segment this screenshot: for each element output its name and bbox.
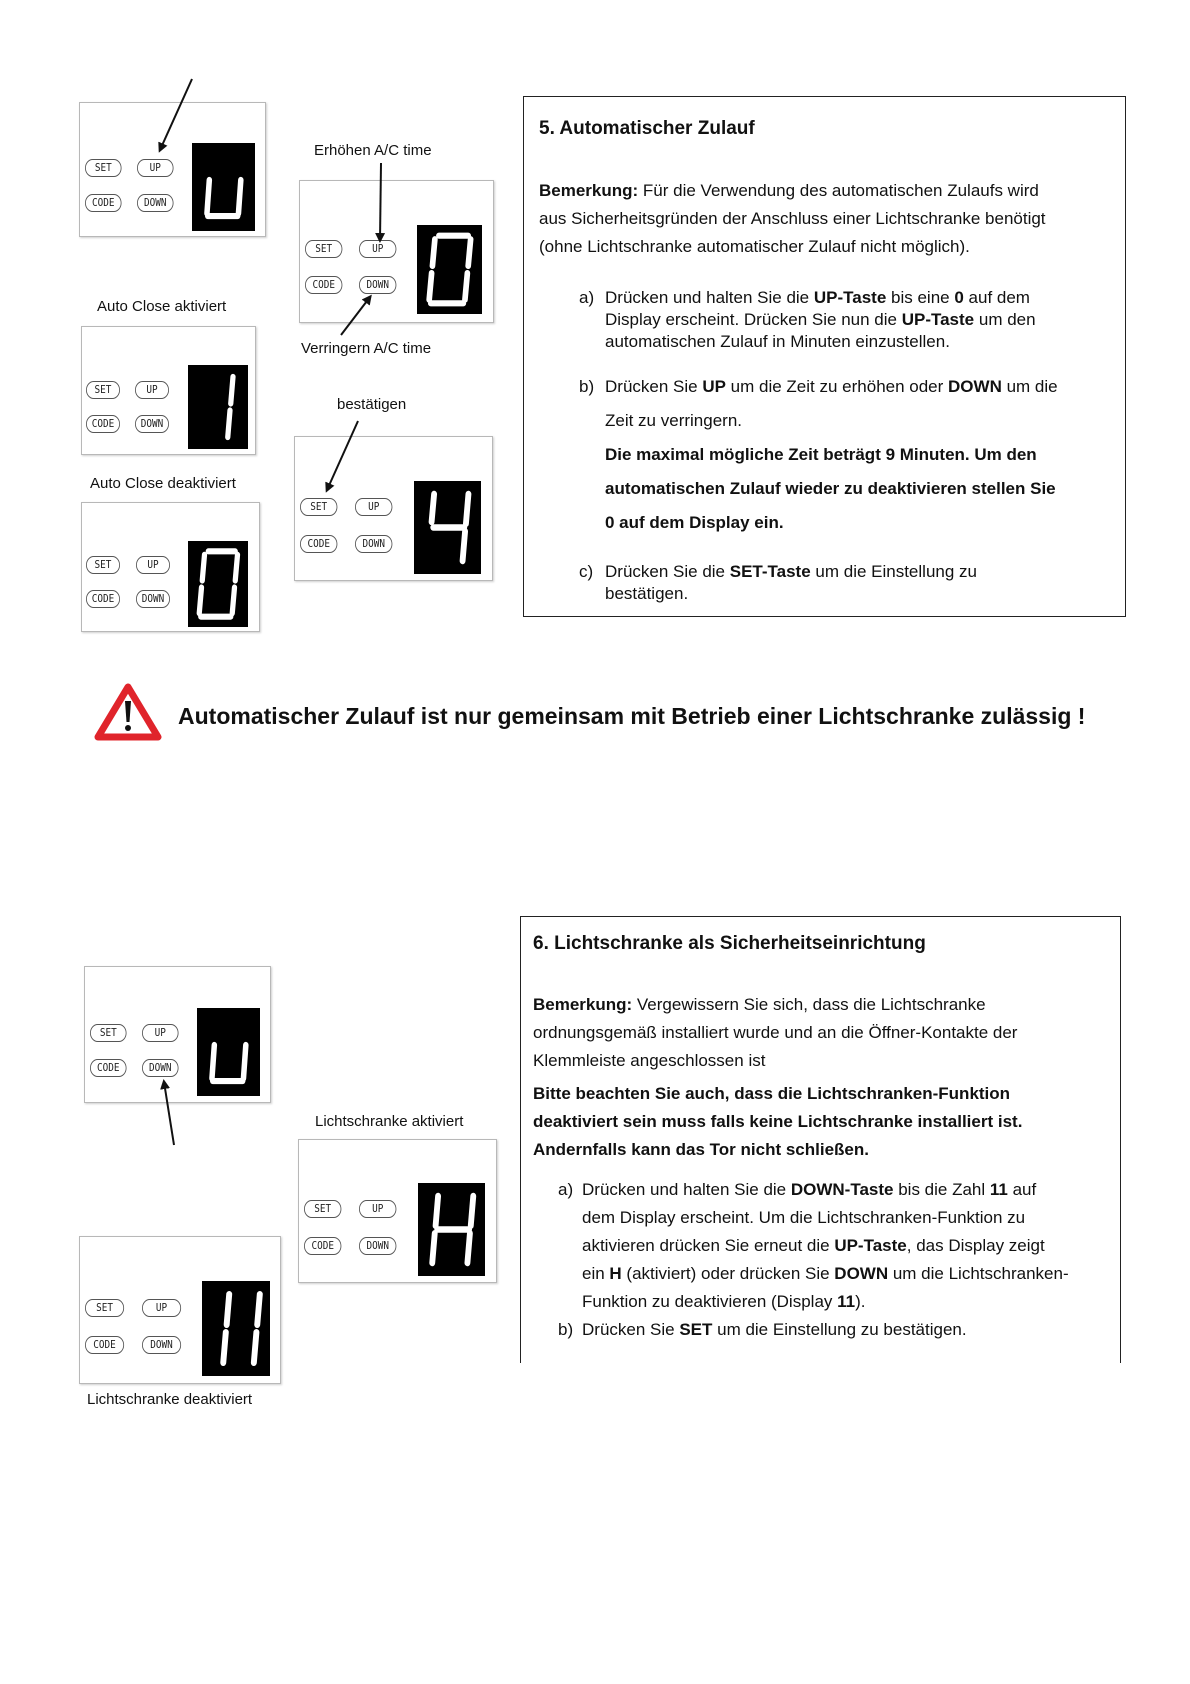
note-line-2: aus Sicherheitsgründen der Anschluss einer Lichtschranke benötigt [539, 209, 1046, 228]
section-6-title: 6. Lichtschranke als Sicherheitseinrichtung [533, 933, 926, 954]
text: automatischen Zulauf in Minuten einzustellen. [605, 332, 950, 351]
segment-display [188, 541, 248, 627]
set-key: SET [86, 556, 120, 574]
down-key-ref: DOWN [948, 377, 1002, 396]
step-b-num: b) [558, 1320, 574, 1339]
section-5-box [523, 96, 1126, 617]
warning-text: Automatischer Zulauf ist nur gemeinsam mit Betrieb einer Lichtschranke zulässig ! [178, 703, 1086, 729]
label-lichtschranke-on: Lichtschranke aktiviert [315, 1113, 464, 1130]
label-auto-close-off: Auto Close deaktiviert [90, 475, 236, 492]
text: bestätigen. [605, 584, 689, 603]
set-key: SET [86, 381, 120, 399]
control-panel-2 [81, 326, 256, 455]
label-auto-close-on: Auto Close aktiviert [97, 298, 227, 315]
text: auf [1007, 1180, 1037, 1199]
note-line-3: Klemmleiste angeschlossen ist [533, 1051, 766, 1070]
set-key: SET [85, 159, 122, 177]
note-label: Bemerkung: [533, 995, 633, 1014]
set-key: SET [300, 498, 337, 516]
down-key: DOWN [142, 1059, 179, 1077]
note-line-2: ordnungsgemäß installiert wurde und an die Öffner-Kontakte der [533, 1023, 1018, 1042]
text: Funktion zu deaktivieren (Display [582, 1292, 838, 1311]
label-bestaetigen: bestätigen [337, 396, 407, 413]
text: Drücken und halten Sie die [582, 1180, 791, 1199]
up-key-ref: UP-Taste [834, 1236, 907, 1255]
text: um den [974, 310, 1036, 329]
down-key: DOWN [142, 1336, 181, 1354]
bold-warning-3: Andernfalls kann das Tor nicht schließen. [533, 1140, 869, 1159]
control-panel-4 [299, 180, 494, 323]
section-5-title: 5. Automatischer Zulauf [539, 118, 755, 139]
text: bis die Zahl [893, 1180, 990, 1199]
up-key: UP [137, 159, 174, 177]
down-key: DOWN [135, 415, 169, 433]
note-label: Bemerkung: [539, 181, 639, 200]
code-key: CODE [86, 590, 120, 608]
step-b-num: b) [579, 377, 595, 396]
control-panel-3 [81, 502, 260, 632]
down-key: DOWN [355, 535, 392, 553]
text: , das Display zeigt [906, 1236, 1045, 1255]
note-line-3: (ohne Lichtschranke automatischer Zulauf nicht möglich). [539, 237, 970, 256]
text: um die Zeit zu erhöhen oder [725, 377, 949, 396]
text: dem Display erscheint. Um die Lichtschranken-Funktion zu [582, 1208, 1026, 1227]
section-6-note [533, 991, 986, 1019]
segment-display [202, 1281, 270, 1376]
bold-warning-1: Bitte beachten Sie auch, dass die Lichtschranken-Funktion [533, 1084, 1011, 1103]
bold-warning-2: deaktiviert sein muss falls keine Lichtschranke installiert ist. [533, 1112, 1023, 1131]
text: aktivieren drücken Sie erneut die [582, 1236, 835, 1255]
text: ). [855, 1292, 866, 1311]
text: bis eine [886, 288, 955, 307]
section-6-box [520, 916, 1121, 1363]
segment-display [197, 1008, 260, 1096]
bold-text: 0 auf dem Display ein. [605, 513, 784, 532]
up-key: UP [359, 240, 396, 258]
text: Drücken Sie [605, 377, 703, 396]
code-key: CODE [90, 1059, 127, 1077]
text: Drücken Sie [582, 1320, 680, 1339]
text: (aktiviert) oder drücken Sie [621, 1264, 835, 1283]
segment-display [192, 143, 255, 231]
up-key-ref: UP [702, 377, 726, 396]
segment-display [188, 365, 248, 449]
set-key: SET [305, 240, 342, 258]
note-line-1: Für die Verwendung des automatischen Zulaufs wird [638, 181, 1039, 200]
text: auf dem [963, 288, 1030, 307]
up-key-ref: UP-Taste [813, 288, 887, 307]
segment-display [418, 1183, 485, 1276]
up-key: UP [135, 381, 169, 399]
text: Zeit zu verringern. [605, 411, 742, 430]
code-key: CODE [300, 535, 337, 553]
section-5-note [539, 177, 1039, 205]
control-panel-7 [79, 1236, 281, 1384]
set-key: SET [90, 1024, 127, 1042]
label-lichtschranke-off: Lichtschranke deaktiviert [87, 1391, 253, 1408]
text: um die Einstellung zu bestätigen. [712, 1320, 967, 1339]
text: Display erscheint. Drücken Sie nun die [605, 310, 902, 329]
up-key: UP [142, 1299, 181, 1317]
step-c-num: c) [579, 562, 594, 581]
segment-display [414, 481, 481, 574]
value-ref: 11 [837, 1292, 856, 1311]
value-ref: 11 [989, 1180, 1008, 1199]
code-key: CODE [85, 194, 122, 212]
down-key: DOWN [137, 194, 174, 212]
text: um die Lichtschranken- [888, 1264, 1069, 1283]
down-key: DOWN [136, 590, 170, 608]
bold-text: Die maximal mögliche Zeit beträgt 9 Minuten. Um den [605, 445, 1037, 464]
text: ein [582, 1264, 610, 1283]
warning-triangle-icon [94, 683, 162, 741]
value-ref: 0 [954, 288, 964, 307]
set-key: SET [304, 1200, 341, 1218]
text: um die [1001, 377, 1058, 396]
text: Drücken und halten Sie die [605, 288, 814, 307]
down-key-ref: DOWN [834, 1264, 889, 1283]
up-key-ref: UP-Taste [901, 310, 975, 329]
control-panel-8 [298, 1139, 497, 1283]
control-panel-1 [79, 102, 266, 237]
bold-text: automatischen Zulauf wieder zu deaktivieren stellen Sie [605, 479, 1056, 498]
code-key: CODE [86, 415, 120, 433]
up-key: UP [355, 498, 392, 516]
code-key: CODE [305, 276, 342, 294]
set-key: SET [85, 1299, 124, 1317]
control-panel-5 [294, 436, 493, 581]
text: Drücken Sie die [605, 562, 730, 581]
label-verringern: Verringern A/C time [301, 340, 432, 357]
control-panel-6 [84, 966, 271, 1103]
set-key-ref: SET-Taste [729, 562, 811, 581]
segment-display [417, 225, 482, 314]
up-key: UP [136, 556, 170, 574]
down-key: DOWN [359, 276, 396, 294]
step-a-num: a) [579, 288, 595, 307]
down-key-ref: DOWN-Taste [790, 1180, 894, 1199]
set-key-ref: SET [679, 1320, 713, 1339]
step-a-num: a) [558, 1180, 574, 1199]
down-key: DOWN [359, 1237, 396, 1255]
note-line-1: Vergewissern Sie sich, dass die Lichtschranke [632, 995, 986, 1014]
value-ref: H [609, 1264, 622, 1283]
up-key: UP [142, 1024, 179, 1042]
text: um die Einstellung zu [810, 562, 977, 581]
up-key: UP [359, 1200, 396, 1218]
label-erhoehen: Erhöhen A/C time [314, 142, 432, 159]
code-key: CODE [304, 1237, 341, 1255]
code-key: CODE [85, 1336, 124, 1354]
